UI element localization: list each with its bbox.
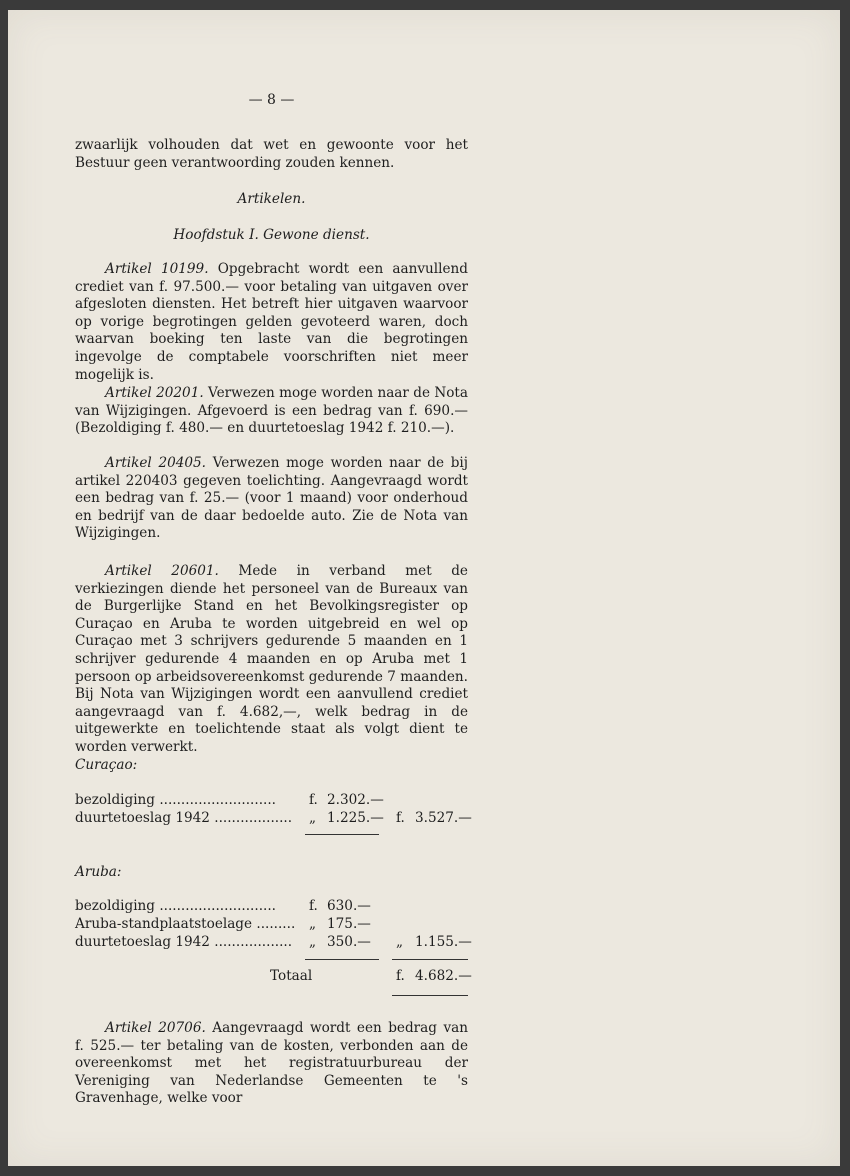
heading-hoofdstuk: Hoofdstuk I. Gewone dienst. — [173, 227, 370, 243]
row-amount: 1.225.— — [327, 810, 384, 826]
subtotal-rule — [305, 959, 379, 960]
row-total-currency: f. — [396, 810, 405, 826]
row-currency: f. — [309, 792, 318, 808]
row-currency: f. — [309, 898, 318, 914]
article-20201 — [75, 385, 468, 438]
article-number: Artikel 20201. — [105, 385, 204, 401]
table-row — [75, 916, 468, 934]
article-text: Verwezen moge worden naar de Nota van Wijzigingen. Afgevoerd is een bedrag van f. 690.— (Bezoldiging f. 480.— en duurtetoeslag 1942 f. 210.—). — [75, 385, 468, 437]
page-number: — 8 — — [248, 92, 295, 108]
totaal-rule — [392, 995, 468, 996]
article-text: Aangevraagd wordt een bedrag van f. 525.— ter betaling van de kosten, verbonden aan de overeenkomst met het registratuurbureau der Vereniging van Nederlandse Gemeenten te 's Gravenhage, welke voor — [75, 1020, 468, 1107]
row-total: 1.155.— — [415, 934, 472, 950]
totaal-row — [75, 968, 472, 986]
article-10199 — [75, 261, 468, 384]
row-total: 3.527.— — [415, 810, 472, 826]
row-amount: 350.— — [327, 934, 371, 950]
totaal-label: Totaal — [270, 968, 313, 984]
article-number: Artikel 20405. — [105, 455, 207, 471]
article-20706 — [75, 1020, 468, 1108]
article-20405 — [75, 455, 468, 543]
row-label: bezoldiging ........................... — [75, 898, 276, 914]
row-label: duurtetoeslag 1942 .................. — [75, 810, 293, 826]
curacao-table — [75, 792, 472, 828]
row-currency: „ — [309, 916, 317, 932]
row-total-currency: „ — [396, 934, 404, 950]
article-number: Artikel 10199. — [105, 261, 209, 277]
totaal-amount: 4.682.— — [415, 968, 472, 984]
totaal-currency: f. — [396, 968, 405, 984]
article-text: Verwezen moge worden naar de bij artikel 220403 gegeven toelichting. Aangevraagd wordt een bedrag van f. 25.— (voor 1 maand) voor onderhoud en bedrijf van de daar bedoelde auto. Zie de Nota van Wijzigingen. — [75, 455, 468, 542]
article-number: Artikel 20706. — [105, 1020, 206, 1036]
aruba-table — [75, 898, 472, 984]
row-amount: 2.302.— — [327, 792, 384, 808]
heading-artikelen: Artikelen. — [237, 191, 306, 207]
row-amount: 175.— — [327, 916, 371, 932]
aruba-title: Aruba: — [75, 864, 122, 880]
table-row — [75, 792, 468, 810]
table-row — [75, 898, 468, 916]
table-row — [75, 934, 472, 952]
row-label: duurtetoeslag 1942 .................. — [75, 934, 293, 950]
row-currency: „ — [309, 810, 317, 826]
article-number: Artikel 20601. — [105, 563, 219, 579]
subtotal-rule — [305, 834, 379, 835]
article-text: Opgebracht wordt een aanvullend crediet van f. 97.500.— voor betaling van uitgaven over afgesloten diensten. Het betreft hier uitgaven waarvoor op vorige begrotingen gelden gevoteerd waren, doch waarvan boeking ten laste van die begrotingen ingevolge de comptabele voorschriften niet meer mogelijk is. — [75, 261, 468, 383]
row-amount: 630.— — [327, 898, 371, 914]
intro-paragraph: zwaarlijk volhouden dat wet en gewoonte voor het Bestuur geen verantwoording zouden kennen. — [75, 137, 468, 171]
text-column — [75, 0, 472, 1176]
row-label: bezoldiging ........................... — [75, 792, 276, 808]
article-20601 — [75, 563, 468, 757]
article-text: Mede in verband met de verkiezingen diende het personeel van de Bureaux van de Burgerlijke Stand en het Bevolkingsregister op Curaçao en Aruba te worden uitgebreid en wel op Curaçao met 3 schrijvers gedurende 5 maanden en 1 schrijver gedurende 4 maanden en op Aruba met 1 persoon op arbeidsovereenkomst gedurende 7 maanden. Bij Nota van Wijzigingen wordt een aanvullend crediet aangevraagd van f. 4.682,—, welk bedrag in de uitgewerkte en toelichtende staat als volgt dient te worden verwerkt. — [75, 563, 468, 755]
curacao-title: Curaçao: — [75, 757, 138, 773]
row-currency: „ — [309, 934, 317, 950]
table-row — [75, 810, 472, 828]
total-rule — [392, 959, 468, 960]
row-label: Aruba-standplaatstoelage ......... — [75, 916, 296, 932]
